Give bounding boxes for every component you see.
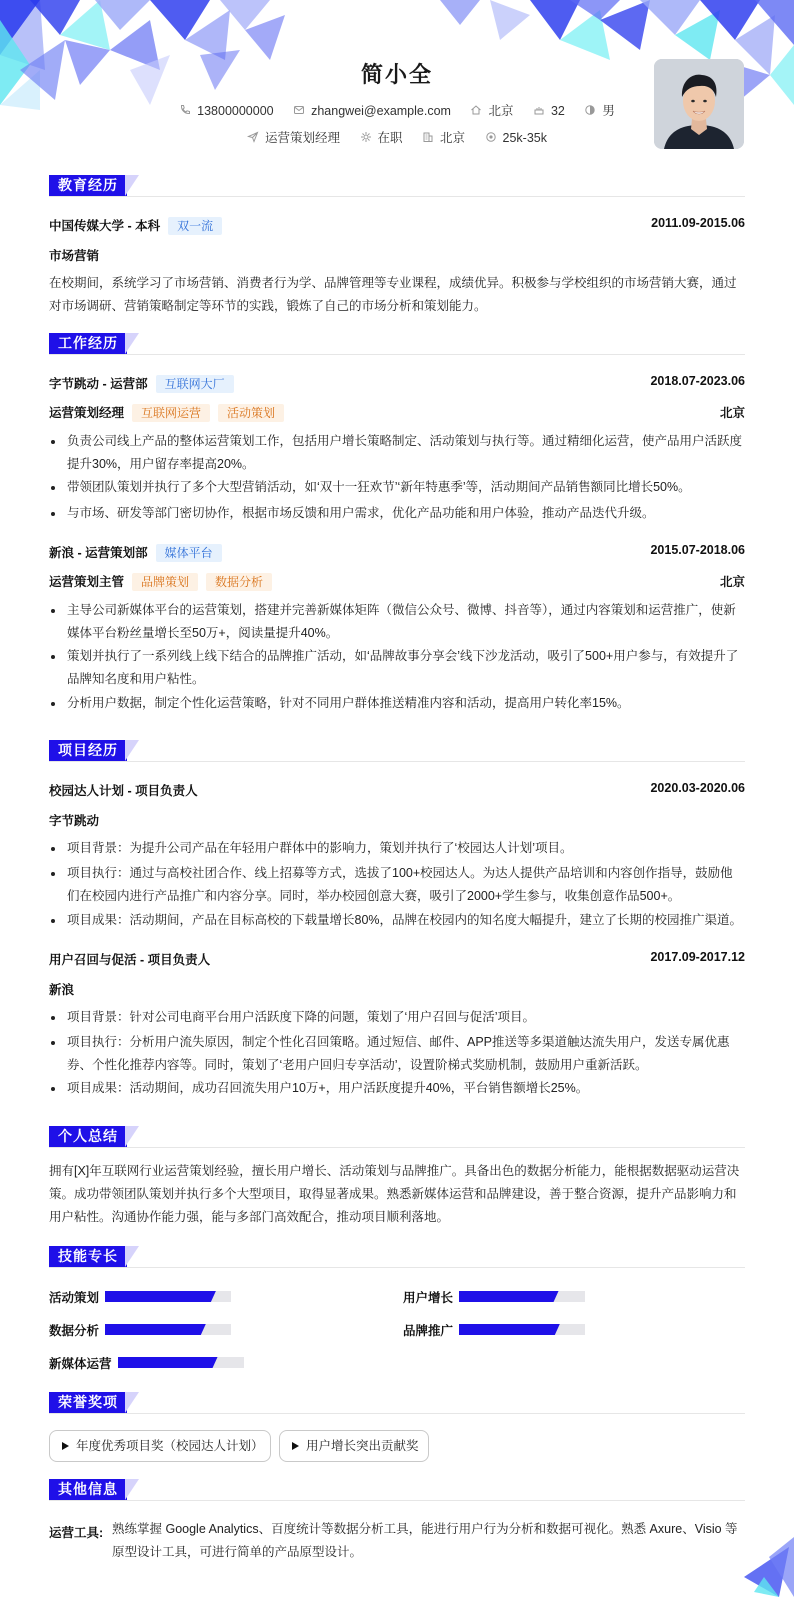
gender-info xyxy=(584,101,615,119)
summary-text: 拥有[X]年互联网行业运营策划经验，擅长用户增长、活动策划与品牌推广。具备出色的数据分析能力，能根据数据驱动运营决策。成功带领团队策划并执行多个大型项目，取得显著成果。熟悉新媒体运营和品牌建设，善于整合资源，提升产品影响力和用户粘性。沟通协作能力强，能与多部门高效配合，推动项目顺利落地。 xyxy=(49,1164,740,1224)
gender-text: 男 xyxy=(602,104,615,118)
other-label: 运营工具: xyxy=(49,1526,104,1540)
project-date: 2017.09-2017.12 xyxy=(650,950,745,964)
skill-level-bar xyxy=(118,1357,244,1368)
work-date: 2015.07-2018.06 xyxy=(650,543,745,557)
settings-icon xyxy=(360,131,372,143)
work-company: 字节跳动 - 运营部 xyxy=(49,377,148,391)
education-description: 在校期间，系统学习了市场营销、消费者行为学、品牌管理等专业课程，成绩优异。积极参与学校组织的市场营销大赛，通过对市场调研、营销策略制定等环节的实践，锻炼了自己的市场分析和策划能力。 xyxy=(49,276,737,313)
section-work-header xyxy=(49,333,745,355)
work-bullet: 主导公司新媒体平台的运营策划，搭建并完善新媒体矩阵（微信公众号、微博、抖音等），通过内容策划和运营推广，使新媒体平台粉丝量增长至50万+，阅读量提升40%。 xyxy=(49,599,745,645)
work-title: 运营策划经理 xyxy=(49,406,125,420)
project-bullet: 项目背景：为提升公司产品在年轻用户群体中的影响力，策划并执行了‘校园达人计划’项目。 xyxy=(49,837,745,860)
project-bullet: 项目背景：针对公司电商平台用户活跃度下降的问题，策划了‘用户召回与促活’项目。 xyxy=(49,1006,745,1029)
skill-name: 活动策划 xyxy=(49,1291,100,1305)
age-text: 32 xyxy=(550,104,565,118)
skill-level-fill xyxy=(459,1324,560,1335)
work-title-row xyxy=(49,572,745,591)
section-title-decoration xyxy=(125,175,139,196)
section-title-decoration xyxy=(125,1246,139,1267)
work-tag: 品牌策划 xyxy=(132,573,198,591)
work-bullet: 与市场、研发等部门密切协作，根据市场反馈和用户需求，优化产品功能和用户体验，推动产品迭代升级。 xyxy=(49,502,745,525)
send-icon xyxy=(247,131,259,143)
phone-text: 13800000000 xyxy=(197,104,274,118)
email-info xyxy=(293,104,451,118)
award-item xyxy=(49,1430,271,1462)
cake-icon xyxy=(533,104,545,116)
email-text: zhangwei@example.com xyxy=(311,104,451,118)
project-bullet: 项目成果：活动期间，成功召回流失用户10万+，用户活跃度提升40%，平台销售额增长25%。 xyxy=(49,1077,745,1100)
project-bullet: 项目成果：活动期间，产品在目标高校的下载量增长80%，品牌在校园内的知名度大幅提升，建立了长期的校园推广渠道。 xyxy=(49,909,745,932)
skill-level-fill xyxy=(105,1324,206,1335)
education-school: 中国传媒大学 - 本科 xyxy=(49,219,161,233)
section-summary-header xyxy=(49,1126,745,1148)
work-title-row xyxy=(49,403,745,422)
skill-level-bar xyxy=(459,1324,585,1335)
skill-level-fill xyxy=(118,1357,218,1368)
work-date: 2018.07-2023.06 xyxy=(650,374,745,388)
city-info xyxy=(470,101,513,119)
skill-level-bar xyxy=(105,1291,231,1302)
section-summary-title: 个人总结 xyxy=(49,1126,127,1147)
skill-name: 品牌推广 xyxy=(403,1324,454,1338)
work-title: 运营策划主管 xyxy=(49,575,125,589)
project-name: 用户召回与促活 - 项目负责人 xyxy=(49,953,211,967)
skill-name: 新媒体运营 xyxy=(49,1357,112,1371)
work-company-row xyxy=(49,543,745,562)
education-school-row xyxy=(49,216,745,235)
award-name: 年度优秀项目奖（校园达人计划） xyxy=(76,1439,264,1453)
section-awards-header xyxy=(49,1392,745,1414)
education-tag: 双一流 xyxy=(168,217,222,235)
section-divider xyxy=(49,354,745,355)
section-title-decoration xyxy=(125,333,139,354)
status-info xyxy=(360,128,403,146)
section-title-decoration xyxy=(125,1392,139,1413)
skill-level-bar xyxy=(459,1291,585,1302)
project-name: 校园达人计划 - 项目负责人 xyxy=(49,784,198,798)
work-company-tag: 互联网大厂 xyxy=(156,375,234,393)
education-major: 市场营销 xyxy=(49,249,100,263)
section-title-decoration xyxy=(125,740,139,761)
section-education-header xyxy=(49,175,745,197)
home-icon xyxy=(470,104,482,116)
work-bullet: 分析用户数据，制定个性化运营策略，针对不同用户群体推送精准内容和活动，提高用户转化率15%。 xyxy=(49,692,745,715)
project-date: 2020.03-2020.06 xyxy=(650,781,745,795)
section-other-title: 其他信息 xyxy=(49,1479,127,1500)
building-icon xyxy=(422,131,434,143)
skill-level-fill xyxy=(459,1291,559,1302)
award-name: 用户增长突出贡献奖 xyxy=(306,1439,419,1453)
skill-name: 用户增长 xyxy=(403,1291,454,1305)
work-location: 北京 xyxy=(719,406,745,420)
skill-level-bar xyxy=(105,1324,231,1335)
section-other-header xyxy=(49,1479,745,1501)
work-tag: 数据分析 xyxy=(206,573,272,591)
skill-level-fill xyxy=(105,1291,216,1302)
play-triangle-icon xyxy=(62,1442,69,1450)
work-bullet: 带领团队策划并执行了多个大型营销活动，如‘双十一狂欢节’‘新年特惠季’等，活动期间产品销售额同比增长50%。 xyxy=(49,476,745,499)
section-divider xyxy=(49,1413,745,1414)
salary-text: 25k-35k xyxy=(502,131,547,145)
section-skills-header xyxy=(49,1246,745,1268)
position-text: 运营策划经理 xyxy=(265,131,341,145)
project-bullet: 项目执行：分析用户流失原因，制定个性化召回策略。通过短信、邮件、APP推送等多渠道触达流失用户，发送专属优惠券、个性化推荐内容等。同时，策划了‘老用户回归专享活动’，设置阶梯式奖励机制，鼓励用户重新活跃。 xyxy=(49,1031,745,1077)
position-info xyxy=(247,128,340,146)
section-awards-title: 荣誉奖项 xyxy=(49,1392,127,1413)
section-title-decoration xyxy=(125,1479,139,1500)
profile-photo xyxy=(654,59,744,149)
play-triangle-icon xyxy=(292,1442,299,1450)
project-org: 字节跳动 xyxy=(49,814,100,828)
project-name-row xyxy=(49,781,745,799)
status-text: 在职 xyxy=(377,131,403,145)
target-city-info xyxy=(422,128,465,146)
coin-icon xyxy=(485,131,497,143)
other-text: 熟练掌握 Google Analytics、百度统计等数据分析工具，能进行用户行为分析和数据可视化。熟悉 Axure、Visio 等原型设计工具，可进行简单的产品原型设计。 xyxy=(112,1522,738,1559)
work-location: 北京 xyxy=(719,575,745,589)
section-divider xyxy=(49,1267,745,1268)
candidate-name: 简小全 xyxy=(360,62,433,87)
section-divider xyxy=(49,761,745,762)
section-title-decoration xyxy=(125,1126,139,1147)
salary-info xyxy=(485,131,547,145)
skill-name: 数据分析 xyxy=(49,1324,100,1338)
phone-icon xyxy=(179,104,191,116)
section-divider xyxy=(49,196,745,197)
education-date: 2011.09-2015.06 xyxy=(651,216,745,230)
project-name-row xyxy=(49,950,745,968)
city-text: 北京 xyxy=(488,104,514,118)
project-org: 新浪 xyxy=(49,983,75,997)
section-skills-title: 技能专长 xyxy=(49,1246,127,1267)
work-company-row xyxy=(49,374,745,393)
project-bullet: 项目执行：通过与高校社团合作、线上招募等方式，选拔了100+校园达人。为达人提供产品培训和内容创作指导，鼓励他们在校园内进行产品推广和内容分享。同时，举办校园创意大赛，吸引了2000+学生参与，收集创意作品500+。 xyxy=(49,862,745,908)
age-info xyxy=(533,104,565,118)
target-city-text: 北京 xyxy=(440,131,466,145)
work-bullet: 负责公司线上产品的整体运营策划工作，包括用户增长策略制定、活动策划与执行等。通过精细化运营，使产品用户活跃度提升30%，用户留存率提高20%。 xyxy=(49,430,745,476)
work-tag: 互联网运营 xyxy=(132,404,210,422)
work-company: 新浪 - 运营策划部 xyxy=(49,546,148,560)
section-education-title: 教育经历 xyxy=(49,175,127,196)
work-company-tag: 媒体平台 xyxy=(156,544,222,562)
section-projects-header xyxy=(49,740,745,762)
section-work-title: 工作经历 xyxy=(49,333,127,354)
section-projects-title: 项目经历 xyxy=(49,740,127,761)
work-tag: 活动策划 xyxy=(218,404,284,422)
section-divider xyxy=(49,1500,745,1501)
award-item xyxy=(279,1430,429,1462)
work-bullet: 策划并执行了一系列线上线下结合的品牌推广活动，如‘品牌故事分享会’线下沙龙活动，吸引了500+用户参与，有效提升了品牌知名度和用户粘性。 xyxy=(49,645,745,691)
phone-info xyxy=(179,104,273,118)
section-divider xyxy=(49,1147,745,1148)
mail-icon xyxy=(293,104,305,116)
gender-icon xyxy=(584,104,596,116)
